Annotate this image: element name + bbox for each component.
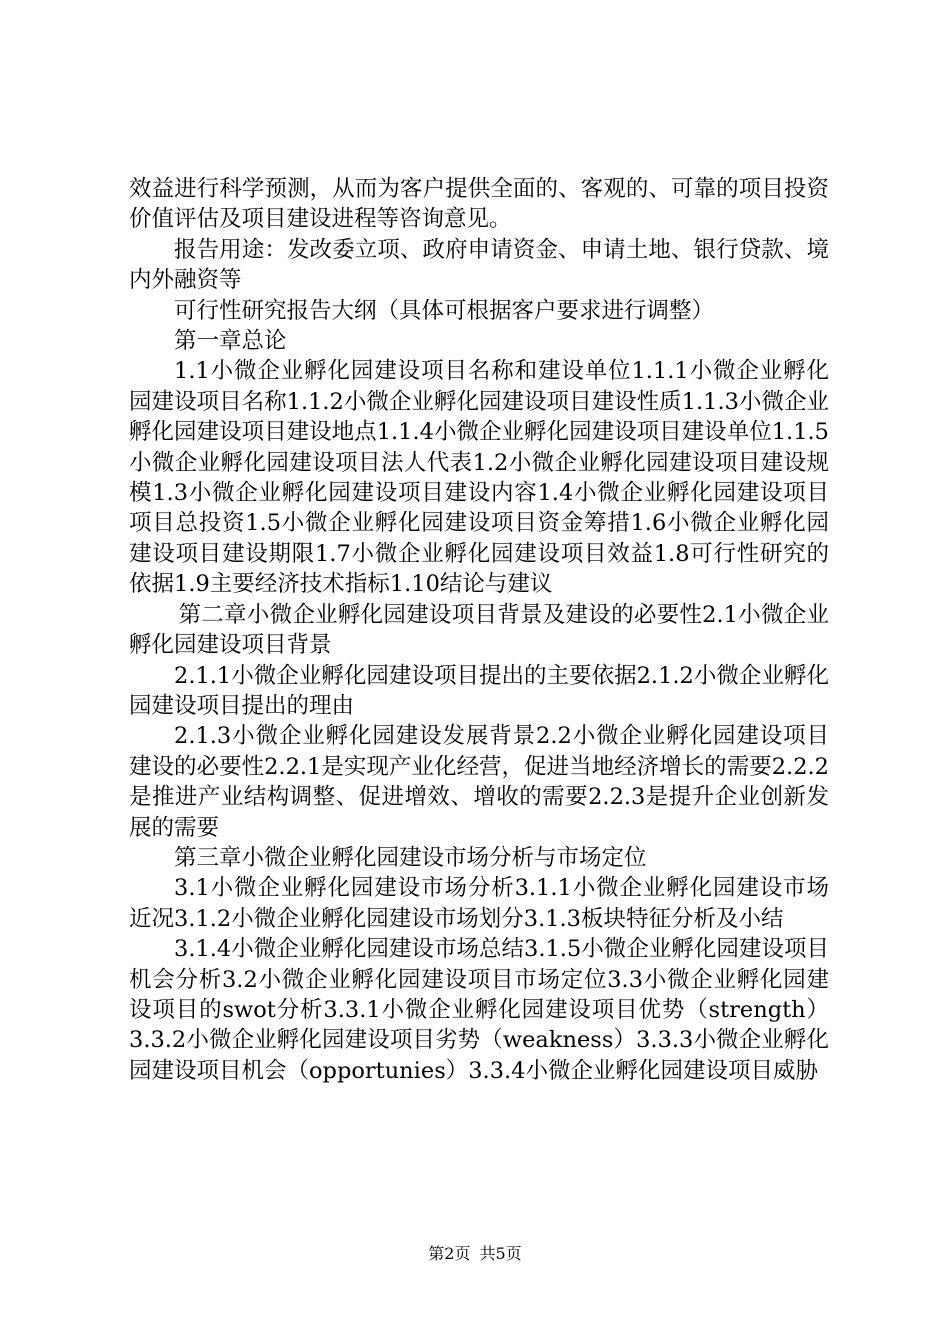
- paragraph-report-usage: 报告用途：发改委立项、政府申请资金、申请土地、银行贷款、境内外融资等: [129, 236, 829, 294]
- document-body: [129, 174, 829, 1086]
- page-footer: [0, 1244, 950, 1264]
- page-number: 第2页: [428, 1244, 471, 1263]
- chapter-2-heading: 第二章小微企业孵化园建设项目背景及建设的必要性2.1小微企业孵化园建设项目背景: [129, 601, 829, 659]
- page-total: 共5页: [479, 1244, 522, 1263]
- chapter-3-heading: 第三章小微企业孵化园建设市场分析与市场定位: [174, 844, 647, 871]
- chapter-1-contents: 1.1小微企业孵化园建设项目名称和建设单位1.1.1小微企业孵化园建设项目名称1.1.2小微企业孵化园建设项目建设性质1.1.3小微企业孵化园建设项目建设地点1.1.4小微企业孵化园建设项目建设单位1.1.5小微企业孵化园建设项目法人代表1.2小微企业孵化园建设项目建设规模1.3小微企业孵化园建设项目建设内容1.4小微企业孵化园建设项目项目总投资1.5小微企业孵化园建设项目资金筹措1.6小微企业孵化园建设项目建设期限1.7小微企业孵化园建设项目效益1.8可行性研究的依据1.9主要经济技术指标1.10结论与建议: [129, 358, 829, 598]
- chapter-3-contents-b: 3.1.4小微企业孵化园建设市场总结3.1.5小微企业孵化园建设项目机会分析3.2小微企业孵化园建设项目市场定位3.3小微企业孵化园建设项目的swot分析3.3.1小微企业孵化园建设项目优势（strength）3.3.2小微企业孵化园建设项目劣势（weakness）3.3.3小微企业孵化园建设项目机会（opportunies）3.3.4小微企业孵化园建设项目威胁: [129, 936, 829, 1084]
- chapter-1-heading: 第一章总论: [174, 328, 287, 355]
- paragraph-continuation: 效益进行科学预测，从而为客户提供全面的、客观的、可靠的项目投资价值评估及项目建设进程等咨询意见。: [129, 176, 829, 233]
- paragraph-outline-title: 可行性研究报告大纲（具体可根据客户要求进行调整）: [174, 297, 715, 324]
- chapter-2-contents-b: 2.1.3小微企业孵化园建设发展背景2.2小微企业孵化园建设项目建设的必要性2.2.1是实现产业化经营，促进当地经济增长的需要2.2.2是推进产业结构调整、促进增效、增收的需要2.2.3是提升企业创新发展的需要: [129, 723, 829, 841]
- chapter-2-contents-a: 2.1.1小微企业孵化园建设项目提出的主要依据2.1.2小微企业孵化园建设项目提出的理由: [129, 662, 829, 719]
- chapter-3-contents-a: 3.1小微企业孵化园建设市场分析3.1.1小微企业孵化园建设市场近况3.1.2小微企业孵化园建设市场划分3.1.3板块特征分析及小结: [129, 875, 829, 932]
